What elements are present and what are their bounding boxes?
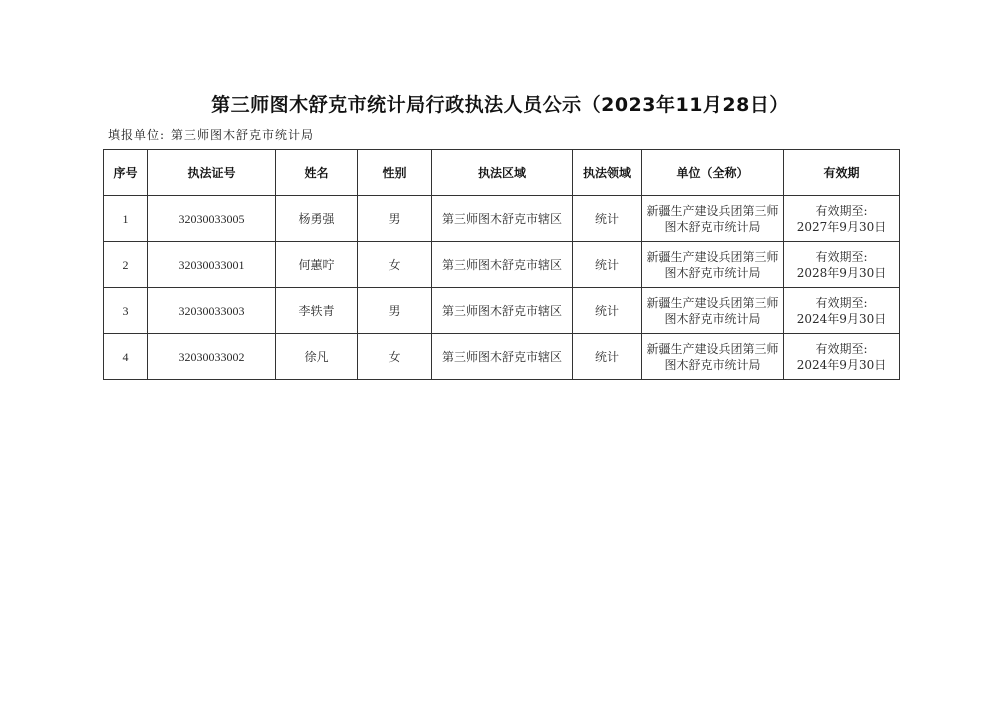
reporting-unit xyxy=(108,126,314,143)
cell-gender: 男 xyxy=(358,288,432,334)
cell-region: 第三师图木舒克市辖区 xyxy=(432,288,573,334)
cell-unit-line2: 图木舒克市统计局 xyxy=(664,357,761,372)
cell-cert-no: 32030033003 xyxy=(148,288,276,334)
cell-cert-no: 32030033001 xyxy=(148,242,276,288)
cell-name: 徐凡 xyxy=(276,334,358,380)
cell-unit xyxy=(642,242,784,288)
cell-unit-line1: 新疆生产建设兵团第三师 xyxy=(646,203,779,218)
cell-validity-date: 2028年9月30日 xyxy=(796,265,887,280)
header-cert-no: 执法证号 xyxy=(148,150,276,196)
cell-field: 统计 xyxy=(573,196,642,242)
cell-index: 2 xyxy=(104,242,148,288)
cell-validity xyxy=(784,242,900,288)
cell-cert-no: 32030033005 xyxy=(148,196,276,242)
cell-validity-date: 2024年9月30日 xyxy=(796,357,887,372)
cell-unit-line1: 新疆生产建设兵团第三师 xyxy=(646,295,779,310)
header-field: 执法领域 xyxy=(573,150,642,196)
cell-region: 第三师图木舒克市辖区 xyxy=(432,334,573,380)
table-row xyxy=(104,242,900,288)
enforcement-personnel-table xyxy=(103,149,900,380)
cell-region: 第三师图木舒克市辖区 xyxy=(432,196,573,242)
cell-validity xyxy=(784,288,900,334)
header-index: 序号 xyxy=(104,150,148,196)
cell-name: 李轶青 xyxy=(276,288,358,334)
cell-validity-date: 2027年9月30日 xyxy=(796,219,887,234)
cell-validity xyxy=(784,196,900,242)
cell-gender: 女 xyxy=(358,242,432,288)
cell-unit xyxy=(642,334,784,380)
cell-unit xyxy=(642,288,784,334)
document-title: 第三师图木舒克市统计局行政执法人员公示（2023年11月28日） xyxy=(211,94,789,116)
cell-validity-label: 有效期至: xyxy=(815,341,868,356)
cell-unit-line1: 新疆生产建设兵团第三师 xyxy=(646,341,779,356)
cell-gender: 男 xyxy=(358,196,432,242)
cell-region: 第三师图木舒克市辖区 xyxy=(432,242,573,288)
cell-gender: 女 xyxy=(358,334,432,380)
cell-name: 杨勇强 xyxy=(276,196,358,242)
reporting-unit-label: 填报单位: xyxy=(108,128,166,142)
cell-name: 何蕙咛 xyxy=(276,242,358,288)
cell-index: 4 xyxy=(104,334,148,380)
cell-validity-label: 有效期至: xyxy=(815,203,868,218)
table-row xyxy=(104,334,900,380)
cell-field: 统计 xyxy=(573,334,642,380)
cell-unit-line2: 图木舒克市统计局 xyxy=(664,265,761,280)
cell-cert-no: 32030033002 xyxy=(148,334,276,380)
cell-field: 统计 xyxy=(573,288,642,334)
cell-validity-date: 2024年9月30日 xyxy=(796,311,887,326)
reporting-unit-value: 第三师图木舒克市统计局 xyxy=(171,128,315,142)
cell-unit-line1: 新疆生产建设兵团第三师 xyxy=(646,249,779,264)
table-row xyxy=(104,288,900,334)
header-unit: 单位（全称） xyxy=(642,150,784,196)
cell-unit-line2: 图木舒克市统计局 xyxy=(664,311,761,326)
header-name: 姓名 xyxy=(276,150,358,196)
cell-validity xyxy=(784,334,900,380)
header-region: 执法区域 xyxy=(432,150,573,196)
cell-unit xyxy=(642,196,784,242)
cell-index: 1 xyxy=(104,196,148,242)
header-gender: 性别 xyxy=(358,150,432,196)
table-row xyxy=(104,196,900,242)
cell-validity-label: 有效期至: xyxy=(815,295,868,310)
cell-unit-line2: 图木舒克市统计局 xyxy=(664,219,761,234)
header-validity: 有效期 xyxy=(784,150,900,196)
cell-index: 3 xyxy=(104,288,148,334)
cell-validity-label: 有效期至: xyxy=(815,249,868,264)
cell-field: 统计 xyxy=(573,242,642,288)
table-header-row xyxy=(104,150,900,196)
